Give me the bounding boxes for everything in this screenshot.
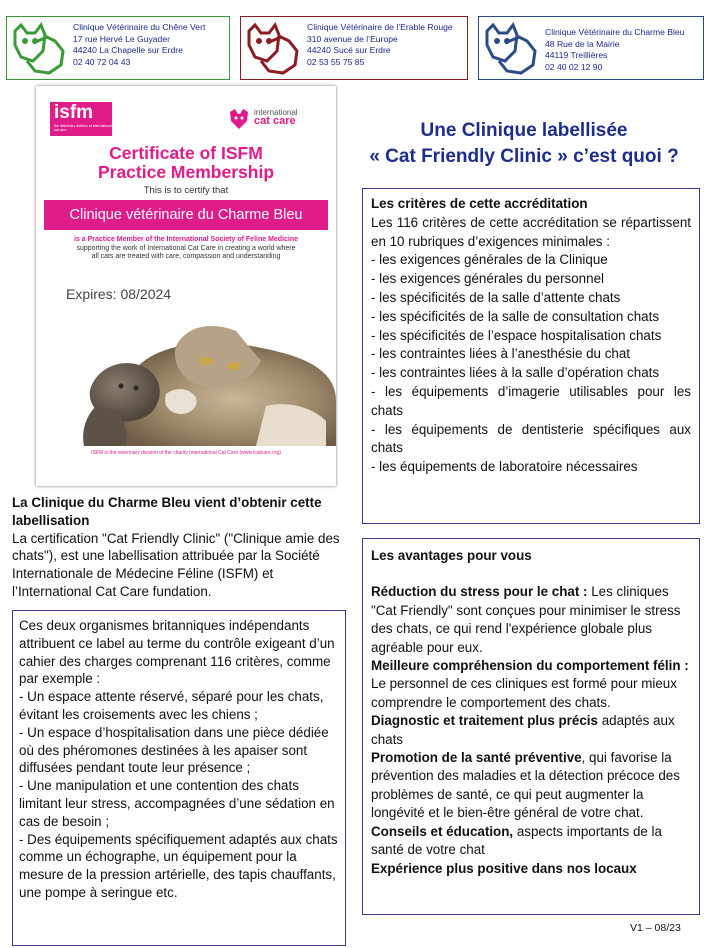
list-item: - Un espace attente réservé, séparé pour les chats, évitant les croisements avec les chiens ; xyxy=(19,689,324,722)
advantages-heading: Les avantages pour vous xyxy=(371,548,532,563)
list-item: - les contraintes liées à l’anesthésie du chat xyxy=(371,346,631,362)
clinic-card-charme-bleu xyxy=(478,16,704,80)
advantage-text: adaptés aux chats xyxy=(371,713,675,747)
list-item: - les équipements de dentisterie spécifiques aux chats xyxy=(371,421,691,456)
clinic-logo-red-icon xyxy=(245,21,301,79)
advantage-item xyxy=(371,712,691,749)
clinic-card-erable-rouge xyxy=(240,16,468,80)
intro-section xyxy=(12,494,346,601)
certificate-footer: ISFM is the veterinary division of the charity International Cat Care (www.icatcare.org) xyxy=(91,450,281,456)
spacer xyxy=(371,565,691,583)
list-item: - Des équipements spécifiquement adaptés aux chats comme un échographe, un équipement pour la mesure de la pression artérielle, des tapis chauffants, une pompe à seringue etc. xyxy=(19,831,338,900)
cat-care-logo-text xyxy=(254,108,298,126)
advantage-title: Conseils et éducation, xyxy=(371,823,514,839)
certificate-title xyxy=(36,144,336,182)
advantage-text: aspects importants de la santé de votre chat xyxy=(371,823,662,858)
page-title-line2: « Cat Friendly Clinic » c’est quoi ? xyxy=(369,146,679,167)
advantage-text: Les cliniques "Cat Friendly" sont conçues pour minimiser le stress des chats, ce qui rend l'expérience globale plus agréable pour eux. xyxy=(371,584,681,655)
isfm-logo-text: isfm xyxy=(54,102,94,123)
clinic-name: Clinique Vétérinaire du Charme Bleu xyxy=(545,27,685,37)
certify-text: This is to certify that xyxy=(143,185,229,196)
clinic-info xyxy=(307,22,453,68)
clinic-card-chene-vert xyxy=(6,16,230,80)
advantage-item xyxy=(371,583,691,657)
advantage-title: Expérience plus positive dans nos locaux xyxy=(371,860,637,876)
certificate-expires: Expires: 08/2024 xyxy=(66,286,172,302)
list-item: - Un espace d’hospitalisation dans une pièce dédiée où des phéromones destinées à les apaiser sont diffusées pendant toute leur présence ; xyxy=(19,724,329,776)
list-item: - les équipements d’imagerie utilisables pour les chats xyxy=(371,383,691,418)
version-label: V1 – 08/23 xyxy=(630,922,681,934)
advantage-item xyxy=(371,860,691,878)
clinic-info xyxy=(545,27,685,73)
advantage-title: Diagnostic et traitement plus précis xyxy=(371,713,598,729)
certificate-body xyxy=(56,236,316,262)
examples-list xyxy=(19,688,339,902)
clinic-name: Clinique Vétérinaire de l’Erable Rouge xyxy=(307,22,453,32)
criteria-heading: Les critères de cette accréditation xyxy=(371,196,588,211)
clinic-phone: 02 40 02 12 90 xyxy=(545,61,603,72)
certificate-title-line1: Certificate of ISFM xyxy=(109,143,263,163)
isfm-logo xyxy=(50,102,112,136)
page-title xyxy=(348,118,700,170)
certificate-clinic-band: Clinique vétérinaire du Charme Bleu xyxy=(44,200,328,230)
list-item: - les spécificités de l’espace hospitalisation chats xyxy=(371,327,662,343)
intro-text: La certification "Cat Friendly Clinic" ("Clinique amie des chats"), est une labellisation attribuée par la Société Internationale de Médecine Féline (ISFM) et l’International Cat Care fundation. xyxy=(12,530,340,599)
cat-and-kitten-photo xyxy=(36,306,336,446)
isfm-logo-subtext: the veterinary division of international cat care xyxy=(54,124,112,132)
advantage-title: Meilleure compréhension du comportement félin : xyxy=(371,658,689,674)
list-item: - les exigences générales de la Clinique xyxy=(371,252,608,268)
intro-heading: La Clinique du Charme Bleu vient d’obtenir cette labellisation xyxy=(12,495,322,528)
cat-care-top: international xyxy=(254,108,298,117)
criteria-box xyxy=(362,188,700,524)
clinic-address: 17 rue Hervé Le Guyader xyxy=(73,33,170,44)
advantage-item xyxy=(371,823,691,860)
advantage-text: , qui favorise la prévention des maladies et la détection précoce des problèmes de santé, ce qui peut augmenter la longévité et le bien-être général de votre chat. xyxy=(371,750,680,821)
examples-intro: Ces deux organismes britanniques indépendants attribuent ce label au terme du contrôle exigeant d’un cahier des charges comprenant 116 critères, comme par exemple : xyxy=(19,618,335,687)
cat-care-brand: cat care xyxy=(254,115,296,127)
examples-box xyxy=(12,610,346,946)
clinic-city: 44119 Treillières xyxy=(545,50,608,60)
clinic-logo-green-icon xyxy=(11,21,67,79)
clinic-address: 310 avenue de l’Europe xyxy=(307,33,398,44)
list-item: - les contraintes liées à la salle d’opération chats xyxy=(371,365,660,381)
clinic-phone: 02 53 55 75 85 xyxy=(307,56,365,67)
clinic-city: 44240 Sucé sur Erdre xyxy=(307,45,391,55)
list-item: - les équipements de laboratoire nécessaires xyxy=(371,459,638,475)
list-item: - les spécificités de la salle de consultation chats xyxy=(371,308,660,324)
member-line: is a Practice Member of the International Society of Feline Medicine xyxy=(73,236,299,243)
list-item: - les spécificités de la salle d’attente chats xyxy=(371,289,621,305)
cat-care-logo-icon xyxy=(228,108,250,130)
advantage-item xyxy=(371,749,691,823)
clinic-address: 48 Rue de la Mairie xyxy=(545,38,620,49)
advantages-box xyxy=(362,538,700,915)
clinic-logo-blue-icon xyxy=(483,21,539,79)
clinic-info xyxy=(73,22,205,68)
page-title-line1: Une Clinique labellisée xyxy=(420,120,628,141)
support-line-1: supporting the work of International Cat Care in creating a world where xyxy=(76,244,296,252)
advantage-title: Promotion de la santé préventive xyxy=(371,750,582,766)
list-item: - les exigences générales du personnel xyxy=(371,271,604,287)
clinic-phone: 02 40 72 04 43 xyxy=(73,56,131,67)
isfm-certificate xyxy=(36,86,336,486)
advantage-item xyxy=(371,657,691,712)
certificate-title-line2: Practice Membership xyxy=(97,162,275,182)
clinic-city: 44240 La Chapelle sur Erdre xyxy=(73,45,183,55)
advantage-title: Réduction du stress pour le chat : xyxy=(371,584,588,600)
support-line-2: all cats are treated with care, compassion and understanding xyxy=(91,253,281,260)
criteria-list xyxy=(371,251,691,477)
advantage-text: Le personnel de ces cliniques est formé pour mieux comprendre le comportement des chats. xyxy=(371,676,677,710)
criteria-intro: Les 116 critères de cette accréditation se répartissent en 10 rubriques d’exigences minimales : xyxy=(371,214,691,249)
list-item: - Une manipulation et une contention des chats limitant leur stress, accompagnées d’une sédation en cas de besoin ; xyxy=(19,778,335,829)
clinic-name: Clinique Vétérinaire du Chêne Vert xyxy=(73,22,206,32)
